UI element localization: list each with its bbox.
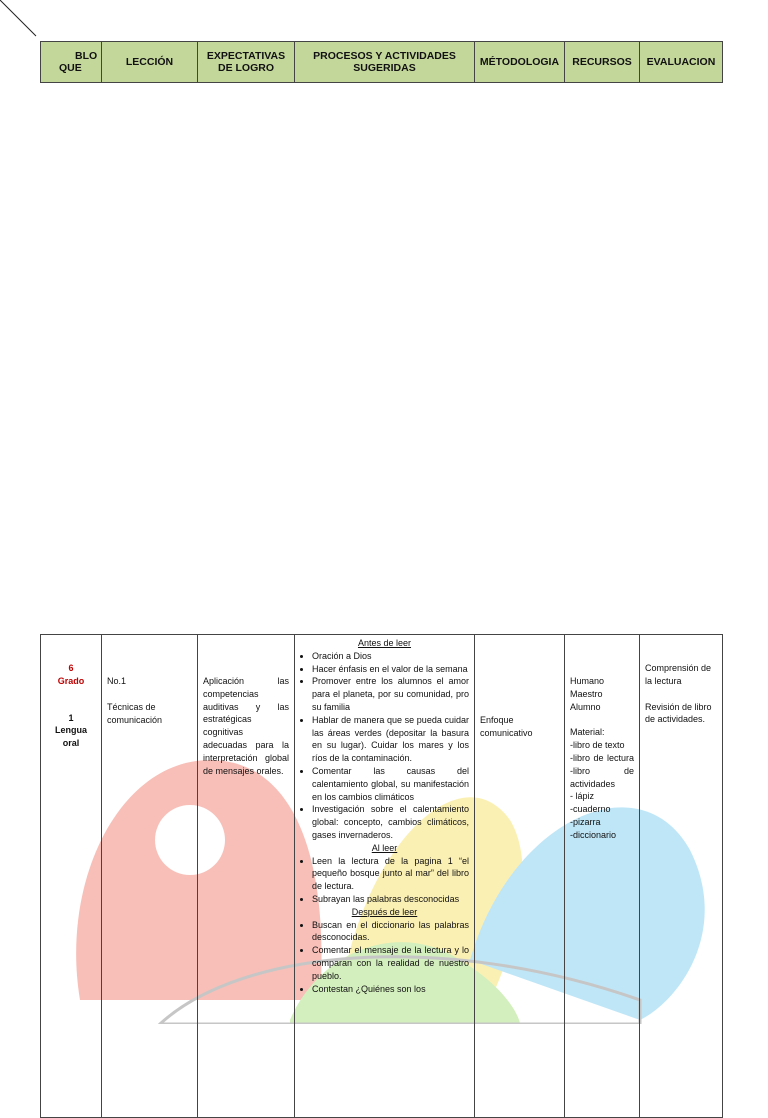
list-item: • Buscan en el diccionario las palabras desconocidas. xyxy=(312,919,469,945)
list-item: • Leen la lectura de la pagina 1 “el pequeño bosque junto al mar” del libro de lectura. xyxy=(312,855,469,893)
material-item: -cuaderno xyxy=(570,804,611,815)
header-bloque xyxy=(41,42,102,83)
cell-leccion xyxy=(102,635,198,1118)
header-procesos xyxy=(295,42,475,83)
al-leer-list xyxy=(300,855,469,906)
list-item: • Hablar de manera que se pueda cuidar las áreas verdes (depositar la basura en su lugar). Cuidar los mares y los ríos de la contaminación. xyxy=(312,714,469,765)
recurso-humano: Humano xyxy=(570,676,605,686)
list-item: • Comentar las causas del calentamiento global, su manifestación en los cambios climáticos xyxy=(312,765,469,803)
material-item: -libro de lectura xyxy=(570,752,634,763)
block-number: 1 xyxy=(68,712,74,723)
material-item: -libro de texto xyxy=(570,740,625,751)
evaluacion-item-1: Comprensión de la lectura xyxy=(645,663,712,686)
grade-word: Grado xyxy=(57,675,85,686)
list-item: • Investigación sobre el calentamiento global: concepto, cambios climáticos, gases invernaderos. xyxy=(312,803,469,841)
lesson-table xyxy=(40,634,723,1118)
cell-metodologia: Enfoque comunicativo xyxy=(475,635,565,1118)
despues-heading: Después de leer xyxy=(351,906,418,917)
header-recursos: RECURSOS xyxy=(565,42,640,83)
material-item: -libro de actividades xyxy=(570,765,634,789)
corner-diagonal-line xyxy=(0,0,40,40)
cell-expectativa: Aplicación las competencias auditivas y las estratégicas cognitivas adecuadas para la interpretación global de mensajes orales. xyxy=(198,635,295,1118)
header-expectativas-line1: EXPECTATIVAS xyxy=(206,50,286,62)
leccion-title: Técnicas de comunicación xyxy=(107,701,163,725)
header-expectativas xyxy=(198,42,295,83)
antes-heading: Antes de leer xyxy=(357,638,412,648)
header-procesos-line2: SUGERIDAS xyxy=(353,62,416,74)
list-item: • Hacer énfasis en el valor de la semana xyxy=(312,663,469,676)
al-leer-heading: Al leer xyxy=(371,842,398,853)
material-label: Material: xyxy=(570,727,605,738)
grade-number: 6 xyxy=(68,663,74,673)
header-row xyxy=(41,42,723,83)
list-item: • Promover entre los alumnos el amor para el planeta, por su comunidad, pro su familia xyxy=(312,675,469,713)
lesson-row xyxy=(41,635,723,1118)
list-item: • Subrayan las palabras desconocidas xyxy=(312,893,469,906)
cell-recursos xyxy=(565,635,640,1118)
block-label xyxy=(46,712,96,750)
header-procesos-line1: PROCESOS Y ACTIVIDADES xyxy=(313,50,456,62)
block-name-2: oral xyxy=(62,738,80,749)
recurso-alumno: Alumno xyxy=(570,701,601,712)
list-item: • Contestan ¿Quiénes son los xyxy=(312,983,469,996)
material-item: -diccionario xyxy=(570,829,617,840)
despues-list xyxy=(300,919,469,996)
antes-list xyxy=(300,650,469,842)
header-table xyxy=(40,41,723,83)
header-leccion: LECCIÓN xyxy=(102,42,198,83)
material-item: - lápiz xyxy=(570,791,595,802)
cell-evaluacion xyxy=(640,635,723,1118)
list-item: • Oración a Dios xyxy=(312,650,469,663)
leccion-number: No.1 xyxy=(107,676,127,686)
header-bloque-line2: QUE xyxy=(59,62,82,74)
block-name-1: Lengua xyxy=(54,725,87,736)
header-metodologia: MÉTODOLOGIA xyxy=(475,42,565,83)
material-item: -pizarra xyxy=(570,816,601,827)
header-expectativas-line2: DE LOGRO xyxy=(217,62,274,74)
list-item: • Comentar el mensaje de la lectura y lo comparan con la realidad de nuestro pueblo. xyxy=(312,944,469,982)
cell-procesos xyxy=(295,635,475,1118)
recurso-maestro: Maestro xyxy=(570,688,603,699)
evaluacion-item-2: Revisión de libro de actividades. xyxy=(645,701,712,725)
header-bloque-line1: BLO xyxy=(75,50,98,62)
header-evaluacion: EVALUACION xyxy=(640,42,723,83)
cell-bloque xyxy=(41,635,102,1118)
